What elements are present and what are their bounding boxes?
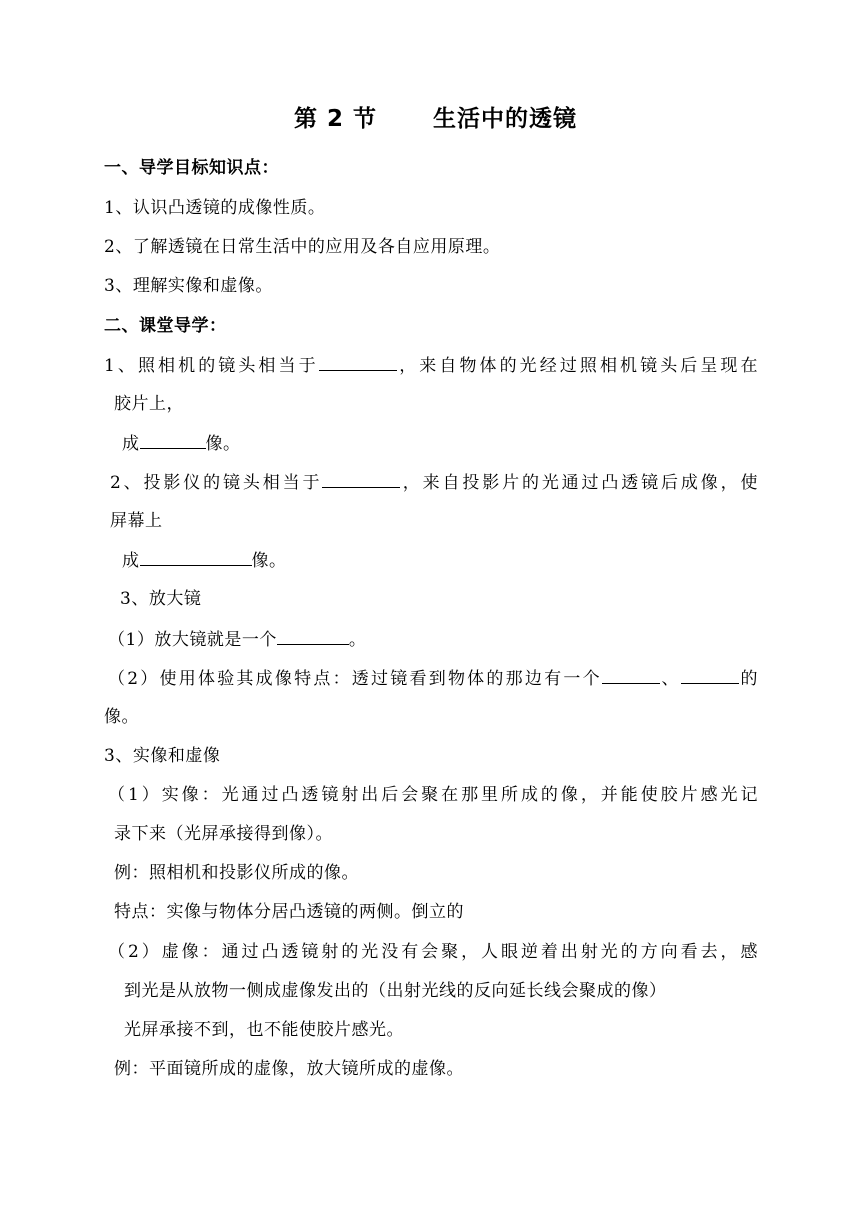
q3-p2-blank-1[interactable] <box>602 666 660 684</box>
goal-item-3: 3、理解实像和虚像。 <box>104 276 273 296</box>
q3-p1-blank[interactable] <box>277 627 349 645</box>
q3-p2-text-c: 的 <box>738 669 758 689</box>
q3-part-2 <box>108 666 758 691</box>
q2-blank-1[interactable] <box>322 470 400 488</box>
q3-heading: 3、放大镜 <box>120 589 202 609</box>
q3-part-1 <box>108 627 366 652</box>
page-title <box>294 104 577 134</box>
q2-text-a: 2、投影仪的镜头相当于 <box>110 473 323 493</box>
q1-blank-1[interactable] <box>319 353 397 371</box>
class-heading: 二、课堂导学： <box>104 316 227 336</box>
q1-text-e: 像。 <box>205 434 241 454</box>
q2-line-2: 屏幕上 <box>110 511 163 531</box>
q3-part-2-cont: 像。 <box>104 707 139 727</box>
q4-real-feature: 特点：实像与物体分居凸透镜的两侧。倒立的 <box>114 902 464 922</box>
q1-line-3 <box>122 431 241 456</box>
goal-item-2: 2、了解透镜在日常生活中的应用及各自应用原理。 <box>104 237 501 257</box>
q4-real-line-1: （1）实像：光通过凸透镜射出后会聚在那里所成的像，并能使胶片感光记 <box>108 785 758 805</box>
q2-line-1 <box>110 470 758 495</box>
q4-real-line-2: 录下来（光屏承接得到像）。 <box>114 824 333 844</box>
q1-line-2: 胶片上， <box>114 394 184 414</box>
q2-blank-2[interactable] <box>140 548 252 566</box>
q4-heading: 3、实像和虚像 <box>104 746 221 766</box>
q1-text-b: ，来自物体的光经过照相机镜头后呈现在 <box>396 356 758 376</box>
goals-heading: 一、导学目标知识点： <box>104 158 279 178</box>
q2-text-e: 像。 <box>251 551 287 571</box>
q4-virtual-line-3: 光屏承接不到，也不能使胶片感光。 <box>124 1020 404 1040</box>
q3-p2-blank-2[interactable] <box>681 666 739 684</box>
q1-text-a: 1、照相机的镜头相当于 <box>104 356 319 376</box>
q3-p2-text-b: 、 <box>659 669 681 689</box>
q3-p1-text-b: 。 <box>348 630 367 650</box>
q4-virtual-line-1: （2）虚像：通过凸透镜射的光没有会聚，人眼逆着出射光的方向看去，感 <box>108 942 758 962</box>
q2-line-3 <box>122 548 287 573</box>
q3-p1-text-a: （1）放大镜就是一个 <box>108 630 277 650</box>
q2-text-d: 成 <box>122 551 140 571</box>
goal-item-1: 1、认识凸透镜的成像性质。 <box>104 198 326 218</box>
section-number: 第 2 节 <box>294 106 378 132</box>
q1-line-1 <box>104 353 758 378</box>
section-name: 生活中的透镜 <box>433 106 578 132</box>
q3-p2-text-a: （2）使用体验其成像特点：透过镜看到物体的那边有一个 <box>108 669 602 689</box>
q4-virtual-example: 例：平面镜所成的虚像，放大镜所成的虚像。 <box>114 1059 464 1079</box>
q4-real-example: 例：照相机和投影仪所成的像。 <box>114 863 359 883</box>
q4-virtual-line-2: 到光是从放物一侧成虚像发出的（出射光线的反向延长线会聚成的像） <box>124 981 667 1001</box>
q1-text-d: 成 <box>122 434 140 454</box>
q1-blank-2[interactable] <box>140 431 206 449</box>
q2-text-b: ，来自投影片的光通过凸透镜后成像，使 <box>400 473 758 493</box>
